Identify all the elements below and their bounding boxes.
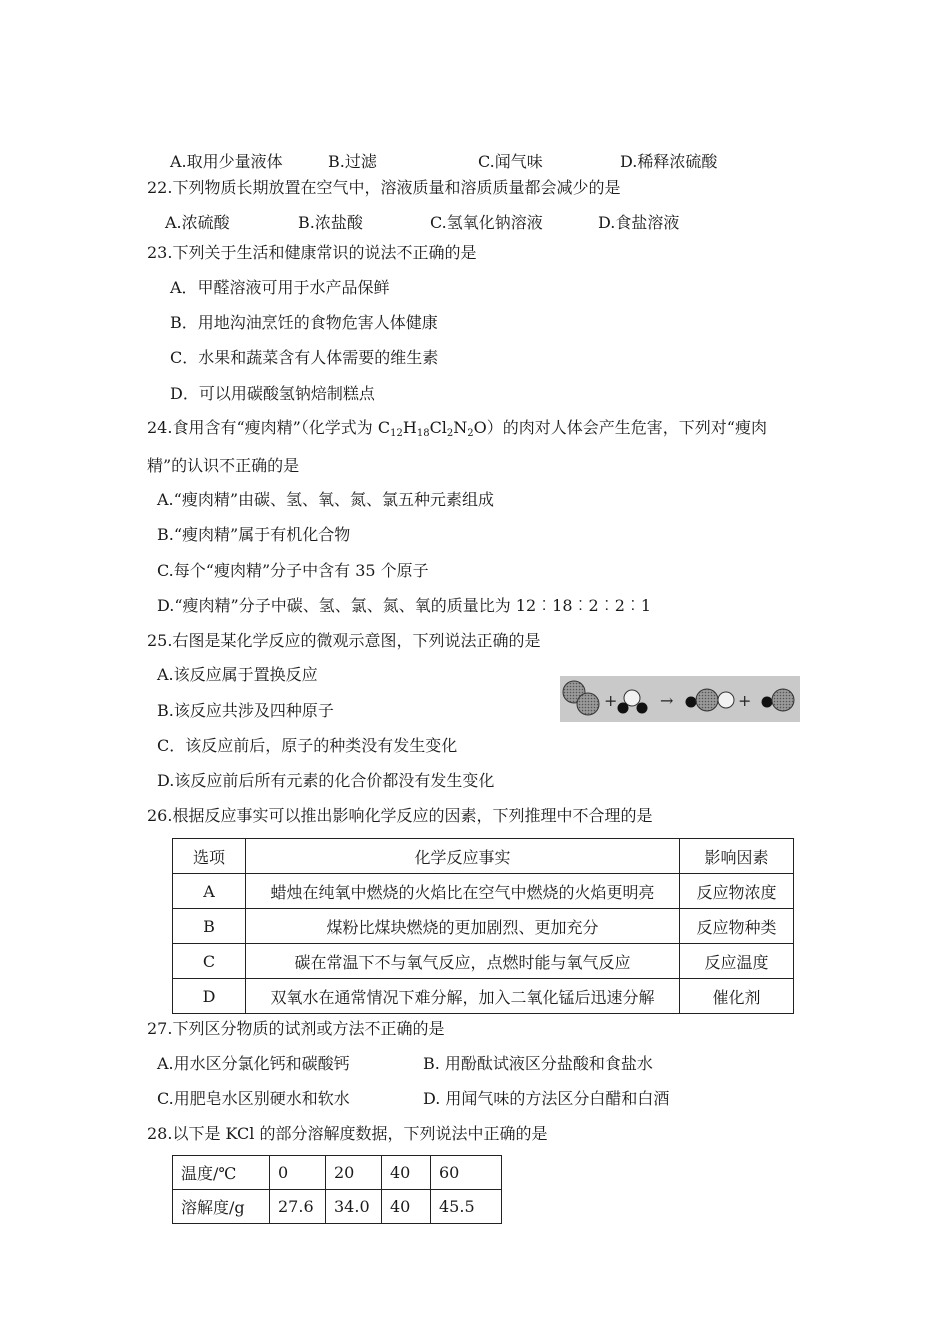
q21-option-b: B.过滤 [328, 152, 377, 171]
q27-stem: 27.下列区分物质的试剂或方法不正确的是 [147, 1019, 445, 1038]
table-row [173, 979, 794, 1014]
table-cell: 反应物种类 [680, 909, 794, 944]
q24-stem-pre: 24.食用含有“瘦肉精”（化学式为 C [147, 418, 391, 437]
q21-option-c: C.闻气味 [478, 152, 543, 171]
table-cell: A [173, 874, 246, 909]
table-cell: 蜡烛在纯氧中燃烧的火焰比在空气中燃烧的火焰更明亮 [246, 874, 680, 909]
q28-stem: 28.以下是 KCl 的部分溶解度数据，下列说法中正确的是 [147, 1124, 548, 1143]
table-cell: 20 [326, 1156, 382, 1190]
q27-option-d: D. 用闻气味的方法区分白醋和白酒 [423, 1089, 670, 1108]
formula-sub-2b: 2 [467, 428, 474, 439]
table-cell: 0 [270, 1156, 326, 1190]
table-row [173, 874, 794, 909]
reaction-diagram [560, 676, 800, 722]
table-row [173, 1190, 502, 1224]
table-cell: 碳在常温下不与氧气反应，点燃时能与氧气反应 [246, 944, 680, 979]
q25-option-c: C．该反应前后，原子的种类没有发生变化 [157, 736, 458, 755]
q24-option-c: C.每个“瘦肉精”分子中含有 35 个原子 [157, 561, 429, 580]
formula-n: N [453, 418, 468, 437]
table-header-cell: 选项 [173, 839, 246, 874]
q22-option-c: C.氢氧化钠溶液 [430, 213, 543, 232]
table-cell: 45.5 [431, 1190, 502, 1224]
q21-option-d: D.稀释浓硫酸 [620, 152, 718, 171]
plus-sign-1: + [604, 691, 618, 710]
q25-option-b: B.该反应共涉及四种原子 [157, 701, 334, 720]
table-row [173, 1156, 502, 1190]
q23-option-b: B．用地沟油烹饪的食物危害人体健康 [170, 313, 438, 332]
formula-cl: Cl [429, 418, 447, 437]
q24-stem-line1 [147, 418, 767, 438]
table-cell: 反应物浓度 [680, 874, 794, 909]
q27-option-c: C.用肥皂水区别硬水和软水 [157, 1089, 350, 1108]
formula-sub-2a: 2 [446, 428, 454, 439]
table-header-cell: 影响因素 [680, 839, 794, 874]
q23-option-d: D．可以用碳酸氢钠焙制糕点 [170, 384, 375, 403]
q25-option-a: A.该反应属于置换反应 [157, 665, 318, 684]
q21-option-a: A.取用少量液体 [170, 152, 283, 171]
table-cell: 反应温度 [680, 944, 794, 979]
q24-option-a: A.“瘦肉精”由碳、氢、氧、氮、氯五种元素组成 [157, 490, 495, 509]
q22-option-a: A.浓硫酸 [165, 213, 230, 232]
table-cell: 温度/℃ [173, 1156, 270, 1190]
table-cell: 双氧水在通常情况下难分解，加入二氧化锰后迅速分解 [246, 979, 680, 1014]
arrow-icon: → [660, 691, 674, 710]
table-cell: 60 [431, 1156, 502, 1190]
q22-stem: 22.下列物质长期放置在空气中，溶液质量和溶质质量都会减少的是 [147, 178, 621, 197]
table-cell: 催化剂 [680, 979, 794, 1014]
q28-table [172, 1155, 502, 1224]
plus-sign-2: + [738, 691, 752, 710]
table-row [173, 909, 794, 944]
formula-h: H [402, 418, 417, 437]
q27-option-a: A.用水区分氯化钙和碳酸钙 [157, 1054, 350, 1073]
q24-option-b: B.“瘦肉精”属于有机化合物 [157, 525, 351, 544]
table-cell: 煤粉比煤块燃烧的更加剧烈、更加充分 [246, 909, 680, 944]
formula-o: O [473, 418, 487, 437]
table-cell: 40 [382, 1190, 431, 1224]
q23-option-a: A．甲醛溶液可用于水产品保鲜 [170, 278, 390, 297]
formula-sub-18: 18 [416, 428, 430, 439]
table-cell: 40 [382, 1156, 431, 1190]
q25-stem: 25.右图是某化学反应的微观示意图，下列说法正确的是 [147, 631, 541, 650]
q24-stem-line2: 精”的认识不正确的是 [147, 456, 300, 475]
table-row [173, 944, 794, 979]
table-cell: D [173, 979, 246, 1014]
q25-option-d: D.该反应前后所有元素的化合价都没有发生变化 [157, 771, 495, 790]
q26-stem: 26.根据反应事实可以推出影响化学反应的因素，下列推理中不合理的是 [147, 806, 653, 825]
table-header-row [173, 839, 794, 874]
table-cell: 27.6 [270, 1190, 326, 1224]
q22-option-b: B.浓盐酸 [298, 213, 363, 232]
table-cell: C [173, 944, 246, 979]
table-header-cell: 化学反应事实 [246, 839, 680, 874]
table-cell: B [173, 909, 246, 944]
q24-option-d: D.“瘦肉精”分子中碳、氢、氯、氮、氧的质量比为 12︰18︰2︰2︰1 [157, 596, 652, 615]
q23-stem: 23.下列关于生活和健康常识的说法不正确的是 [147, 243, 477, 262]
q27-option-b: B. 用酚酞试液区分盐酸和食盐水 [423, 1054, 653, 1073]
formula-sub-12: 12 [390, 428, 403, 439]
q22-option-d: D.食盐溶液 [598, 213, 680, 232]
table-cell: 溶解度/g [173, 1190, 270, 1224]
q24-stem-post: ）的肉对人体会产生危害，下列对“瘦肉 [486, 418, 767, 437]
table-cell: 34.0 [326, 1190, 382, 1224]
q26-table [172, 838, 794, 1014]
q23-option-c: C．水果和蔬菜含有人体需要的维生素 [170, 348, 439, 367]
